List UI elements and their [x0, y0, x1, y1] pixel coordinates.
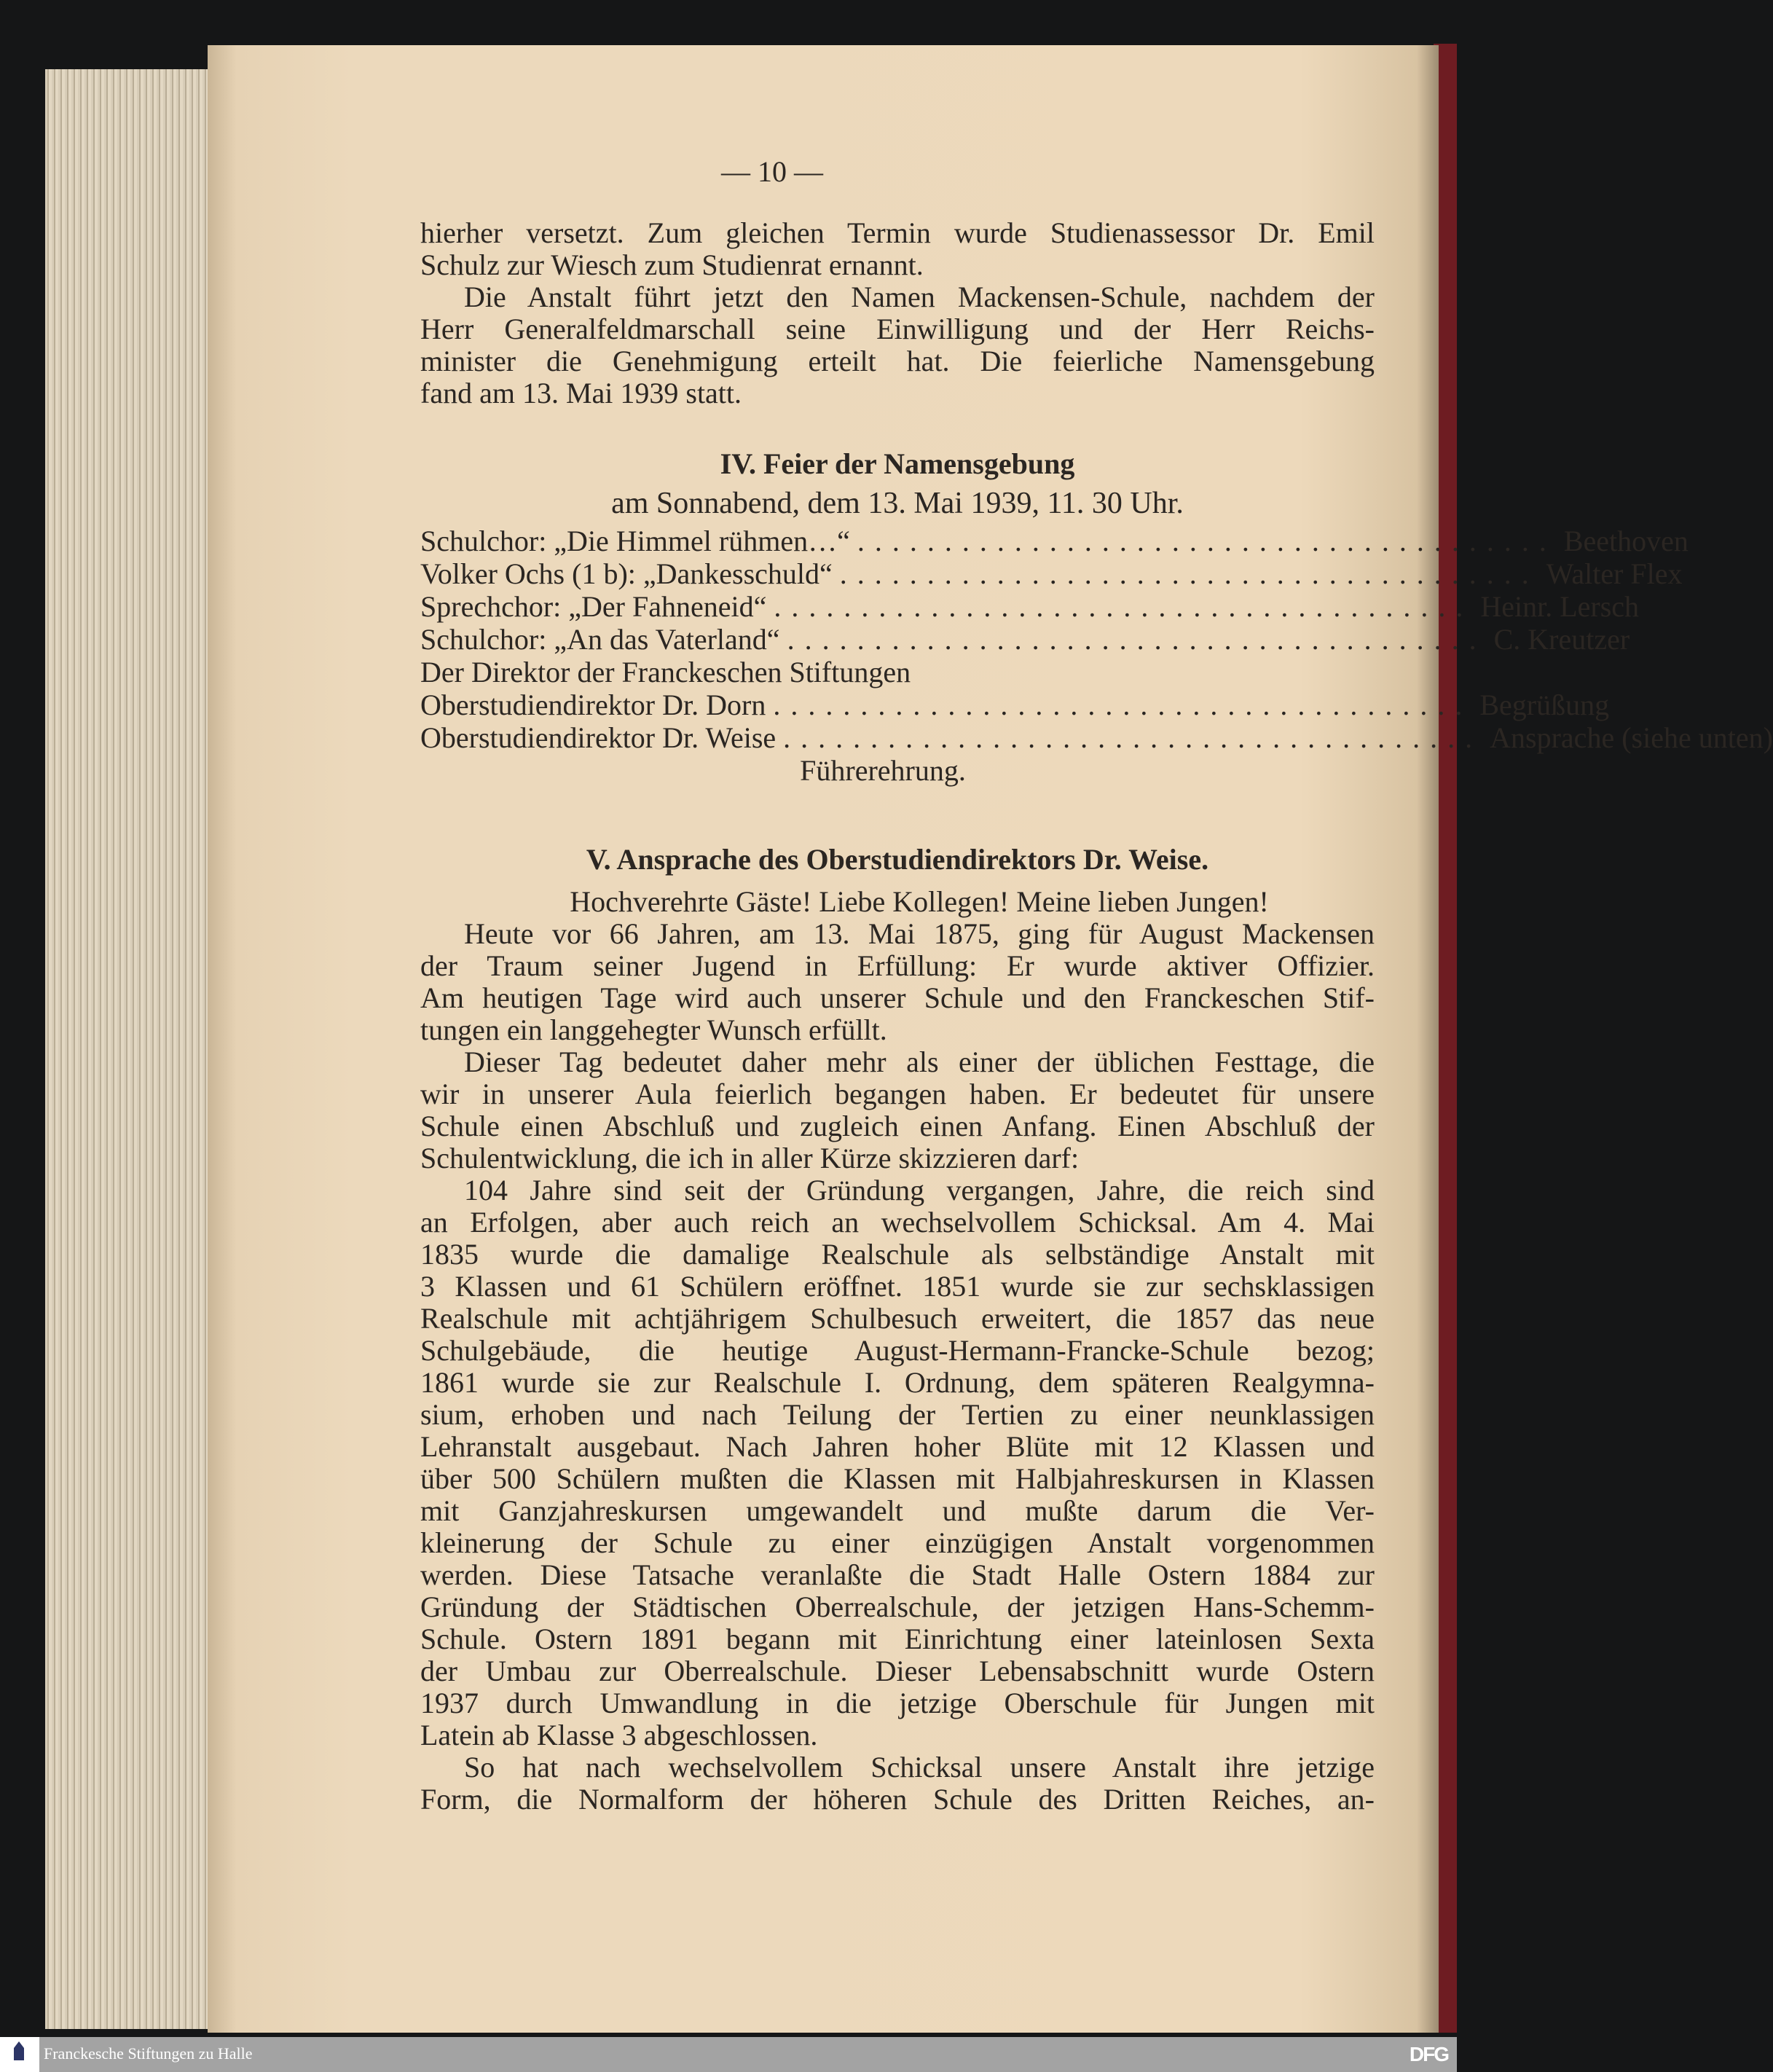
text-line: Schulentwicklung, die ich in aller Kürze skizzieren darf:	[420, 1142, 1080, 1174]
program-closing: Führerehrung.	[800, 754, 966, 787]
text-line: fand am 13. Mai 1939 statt.	[420, 377, 742, 409]
program-row	[420, 590, 1640, 624]
program-item: Volker Ochs (1 b): „Dankesschuld“	[420, 557, 833, 590]
section-4	[420, 447, 1773, 787]
text-line: Am heutigen Tage wird auch unserer Schule und den Franckeschen Stif-	[420, 981, 1375, 1014]
program-row	[420, 557, 1683, 591]
program-row	[420, 623, 1630, 656]
text-line: 1937 durch Umwandlung in die jetzige Oberschule für Jungen mit	[420, 1687, 1375, 1719]
text-line: der Umbau zur Oberrealschule. Dieser Lebensabschnitt wurde Ostern	[420, 1655, 1375, 1687]
text-line: Die Anstalt führt jetzt den Namen Mackensen-Schule, nachdem der	[464, 280, 1375, 313]
text-line: So hat nach wechselvollem Schicksal unsere Anstalt ihre jetzige	[464, 1751, 1375, 1783]
institution-name: Franckesche Stiftungen zu Halle	[44, 2044, 253, 2063]
greeting: Hochverehrte Gäste! Liebe Kollegen! Meine lieben Jungen!	[570, 885, 1269, 918]
text-line: Lehranstalt ausgebaut. Nach Jahren hoher Blüte mit 12 Klassen und	[420, 1430, 1375, 1463]
dot-leader: ........................................	[787, 623, 1487, 656]
text-line: Schulz zur Wiesch zum Studienrat ernannt.	[420, 248, 924, 281]
text-line: minister die Genehmigung erteilt hat. Die feierliche Namensgebung	[420, 345, 1375, 377]
text-line: Realschule mit achtjährigem Schulbesuch erweitert, die 1857 das neue	[420, 1302, 1375, 1335]
text-line: der Traum seiner Jugend in Erfüllung: Er wurde aktiver Offizier.	[420, 949, 1375, 982]
text-line: Heute vor 66 Jahren, am 13. Mai 1875, ging für August Mackensen	[464, 917, 1375, 950]
speech-text	[420, 918, 1375, 1816]
program-performer: Heinr. Lersch	[1480, 590, 1640, 623]
program-row	[420, 721, 1773, 755]
text-line: über 500 Schülern mußten die Klassen mit Halbjahreskursen in Klassen	[420, 1462, 1375, 1495]
text-line: 1861 wurde sie zur Realschule I. Ordnung, dem späteren Realgymna-	[420, 1366, 1375, 1399]
program-row	[420, 688, 1610, 722]
program-performer: Begrüßung	[1479, 688, 1610, 721]
institution-logo	[0, 2037, 39, 2072]
intro-paragraph	[420, 217, 1375, 409]
dot-leader: ........................................	[774, 590, 1474, 623]
text-line: werden. Diese Tatsache veranlaßte die Stadt Halle Ostern 1884 zur	[420, 1558, 1375, 1591]
dot-leader: ........................................	[839, 557, 1539, 590]
text-line: Herr Generalfeldmarschall seine Einwilligung und der Herr Reichs-	[420, 313, 1375, 345]
dot-leader: ........................................	[773, 688, 1473, 721]
text-line: tungen ein langgehegter Wunsch erfüllt.	[420, 1013, 887, 1046]
section-5	[420, 844, 1375, 1816]
section-heading: IV. Feier der Namensgebung	[720, 447, 1075, 480]
program-item: Der Direktor der Franckeschen Stiftungen	[420, 656, 911, 688]
text-line: hierher versetzt. Zum gleichen Termin wurde Studienassessor Dr. Emil	[420, 216, 1375, 249]
dot-leader: ........................................	[857, 525, 1557, 557]
page-number: — 10 —	[721, 155, 823, 188]
program-item: Oberstudiendirektor Dr. Weise	[420, 721, 777, 754]
text-line: kleinerung der Schule zu einer einzügigen Anstalt vorgenommen	[420, 1526, 1375, 1559]
logo-icon	[14, 2041, 24, 2060]
text-line: Dieser Tag bedeutet daher mehr als einer der üblichen Festtage, die	[464, 1045, 1375, 1078]
text-line: Latein ab Klasse 3 abgeschlossen.	[420, 1719, 818, 1751]
program-row	[420, 525, 1689, 558]
text-line: sium, erhoben und nach Teilung der Tertien zu einer neunklassigen	[420, 1398, 1375, 1431]
text-line: 3 Klassen und 61 Schülern eröffnet. 1851 wurde sie zur sechsklassigen	[420, 1270, 1375, 1303]
text-line: Gründung der Städtischen Oberrealschule, der jetzigen Hans-Schemm-	[420, 1590, 1375, 1623]
text-line: 104 Jahre sind seit der Gründung vergangen, Jahre, die reich sind	[464, 1174, 1375, 1206]
text-line: Schule einen Abschluß und zugleich einen Anfang. Einen Abschluß der	[420, 1110, 1375, 1142]
dfg-logo: DFG	[1409, 2043, 1448, 2065]
program-performer: Beethoven	[1563, 525, 1689, 557]
text-line: an Erfolgen, aber auch reich an wechselvollem Schicksal. Am 4. Mai	[420, 1206, 1375, 1239]
footer-bar	[0, 2037, 1457, 2072]
program-item: Sprechchor: „Der Fahneneid“	[420, 590, 767, 623]
event-date: am Sonnabend, dem 13. Mai 1939, 11. 30 Uhr.	[611, 487, 1184, 520]
program-performer: C. Kreutzer	[1493, 623, 1630, 656]
text-line: Schulgebäude, die heutige August-Hermann-Francke-Schule bezog;	[420, 1334, 1375, 1367]
text-line: Schule. Ostern 1891 begann mit Einrichtung einer lateinlosen Sexta	[420, 1622, 1375, 1655]
page-stack-edges	[45, 69, 220, 2029]
text-line: mit Ganzjahreskursen umgewandelt und mußte darum die Ver-	[420, 1494, 1375, 1527]
section-heading: V. Ansprache des Oberstudiendirektors Dr. Weise.	[586, 843, 1209, 876]
program-performer: Ansprache (siehe unten)	[1490, 721, 1773, 754]
text-line: wir in unserer Aula feierlich begangen haben. Er bedeutet für unsere	[420, 1078, 1375, 1110]
program-performer: Walter Flex	[1546, 557, 1683, 590]
text-line: 1835 wurde die damalige Realschule als selbständige Anstalt mit	[420, 1238, 1375, 1271]
dot-leader: ........................................	[783, 721, 1483, 754]
program-item: Schulchor: „An das Vaterland“	[420, 623, 780, 656]
program-list	[420, 525, 1773, 755]
program-item: Schulchor: „Die Himmel rühmen…“	[420, 525, 850, 557]
program-item: Oberstudiendirektor Dr. Dorn	[420, 688, 766, 721]
program-row	[420, 656, 1375, 689]
text-line: Form, die Normalform der höheren Schule des Dritten Reiches, an-	[420, 1783, 1375, 1816]
